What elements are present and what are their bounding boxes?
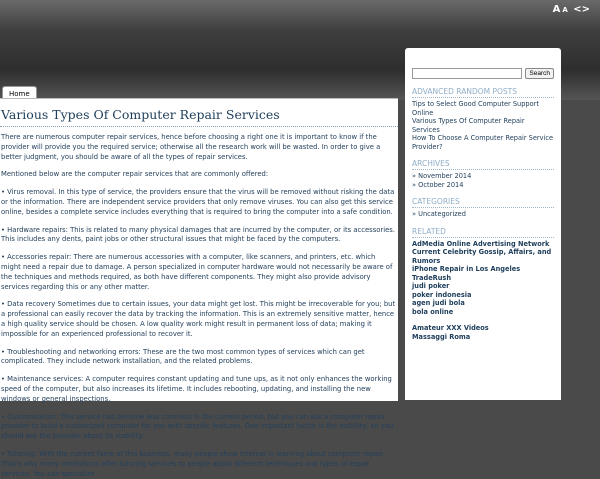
post-paragraph: Mentioned below are the computer repair services that are commonly offered: bbox=[1, 170, 269, 179]
related-link[interactable]: Amateur XXX Videos bbox=[412, 324, 489, 332]
archives-heading: ARCHIVES bbox=[412, 159, 554, 170]
sidebar bbox=[405, 48, 561, 400]
post-paragraph: • Maintenance services: A computer requires constant updating and tune ups, as it not only enhances the working speed of the computer, but also increases its lifetime. It includes rebooting, updating, and installing the new windows or general inspections. bbox=[1, 375, 392, 403]
categories-list bbox=[412, 210, 554, 219]
search-button[interactable]: Search bbox=[525, 68, 554, 79]
advanced-post-link[interactable]: How To Choose A Computer Repair Service Provider? bbox=[412, 134, 554, 151]
nav-home-tab[interactable]: Home bbox=[2, 86, 37, 101]
related-link[interactable]: Current Celebrity Gossip, Affairs, and Rumors bbox=[412, 248, 552, 265]
font-increase-button[interactable]: A bbox=[552, 4, 561, 15]
search-input[interactable] bbox=[412, 68, 522, 79]
post-paragraph: • Virus removal. In this type of service, the providers ensure that the virus will be removed without risking the data or the information. There are independent service providers that only remove viruses. You can also get this service online, besides a complete service includes everything that is required to bring the computer into a safe condition. bbox=[1, 188, 395, 216]
category-link[interactable]: » Uncategorized bbox=[412, 210, 554, 219]
post-paragraph: • Customization: This service has become less common in the current period, but you can ask a computer repair provider to build a customized computer for you with specific features. One important factor is the stability, so you should ask the provider about its stability. bbox=[1, 412, 394, 441]
post-paragraph: • Tutoring: With the current fame of this business, many people show interest in learning about computer repair. That's why many institutions offer tutoring services to people about different techniques and types of repair services. You can specialize bbox=[1, 449, 385, 478]
categories-heading: CATEGORIES bbox=[412, 197, 554, 208]
font-code-button[interactable]: <> bbox=[573, 4, 590, 15]
related-link[interactable]: Massaggi Roma bbox=[412, 332, 471, 341]
related-link[interactable]: AdMedia Online Advertising Network bbox=[412, 239, 550, 248]
post-paragraph: • Troubleshooting and networking errors: These are the two most common types of services which can get complicated. They include network installation, and the related problems. bbox=[1, 347, 365, 366]
related-link[interactable]: bola online bbox=[412, 307, 454, 316]
post-paragraph: • Accessories repair: There are numerous accessories with a computer, like scanners, and printers, etc. which might need a repair due to damage. A person specialized in computer hardware would not necessarily be aware of the techniques and methods required, as both have different components. They might also provide advisory services regarding this or any other matter. bbox=[1, 253, 393, 291]
related-links-list bbox=[412, 240, 554, 342]
advanced-post-link[interactable]: Tips to Select Good Computer Support Online bbox=[412, 100, 539, 117]
related-link[interactable]: iPhone Repair in Los Angeles bbox=[412, 265, 521, 273]
post-paragraph: • Hardware repairs: This is related to many physical damages that are incurred by the computer, or its accessories. This includes any dents, paint jobs or other structural issues that might be faced by the computers. bbox=[1, 225, 395, 244]
archives-list bbox=[412, 172, 554, 189]
archive-link[interactable]: » October 2014 bbox=[412, 181, 554, 190]
search-form bbox=[412, 68, 554, 79]
main-content bbox=[0, 98, 398, 478]
related-link[interactable]: agen judi bola bbox=[412, 299, 465, 307]
font-size-tools bbox=[551, 4, 590, 15]
advanced-posts-heading: ADVANCED RANDOM POSTS bbox=[412, 87, 554, 98]
related-link[interactable]: TradeRush bbox=[412, 273, 452, 282]
advanced-posts-list bbox=[412, 100, 554, 151]
title-divider bbox=[0, 126, 398, 127]
post-title[interactable]: Various Types Of Computer Repair Services bbox=[1, 107, 280, 122]
related-link[interactable]: judi poker bbox=[412, 282, 450, 290]
archive-link[interactable]: » November 2014 bbox=[412, 172, 554, 181]
font-decrease-button[interactable]: A bbox=[562, 6, 568, 14]
post-paragraph: There are numerous computer repair services, hence before choosing a right one it is important to know if the provider will provide you the required service; otherwise all the research work will be wasted. In order to give a better judgment, you should be aware of all the types of repair services. bbox=[1, 133, 381, 161]
post-body bbox=[0, 133, 398, 479]
advanced-post-link[interactable]: Various Types Of Computer Repair Services bbox=[412, 117, 525, 134]
related-link[interactable]: poker indonesia bbox=[412, 290, 472, 299]
post-paragraph: • Data recovery Sometimes due to certain issues, your data might get lost. This might be irrecoverable for you; but a professional can easily recover the data by tracking the information. This is an extremely sensitive matter, hence a high quality service should be chosen. A low quality work might result in permanent loss of data; making it impossible for an experienced professional to recover it. bbox=[1, 300, 396, 338]
related-heading: RELATED bbox=[412, 227, 554, 238]
